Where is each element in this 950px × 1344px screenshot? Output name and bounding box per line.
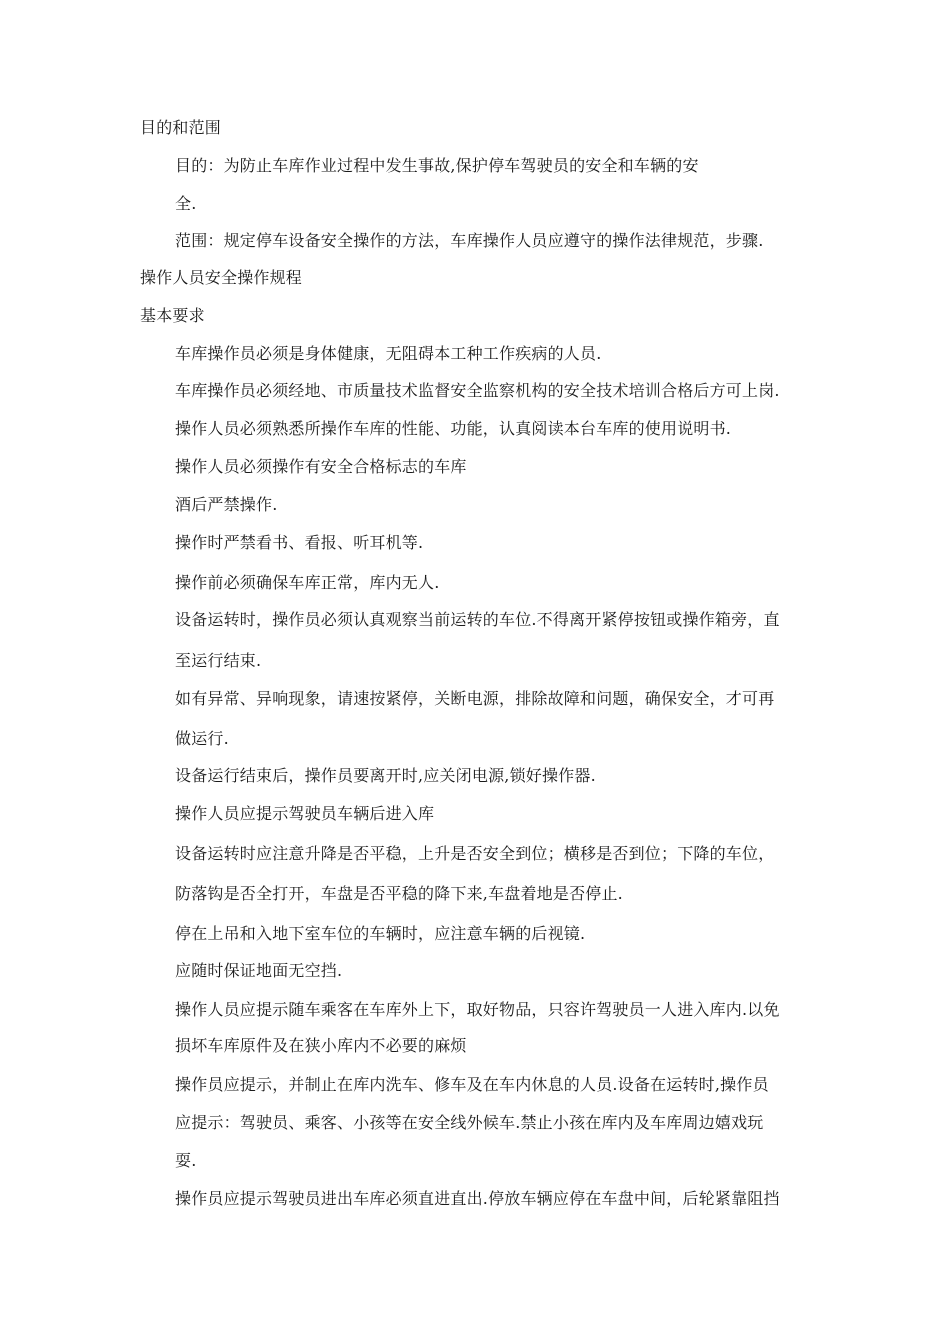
requirement-line: 操作人员应提示随车乘客在车库外上下，取好物品，只容许驾驶员一人进入库内.以免 <box>175 1000 780 1019</box>
requirement-line: 操作人员必须熟悉所操作车库的性能、功能，认真阅读本台车库的使用说明书. <box>175 419 732 438</box>
requirement-line: 设备运转时应注意升降是否平稳，上升是否安全到位；横移是否到位；下降的车位， <box>175 844 775 863</box>
requirement-line: 设备运行结束后，操作员要离开时,应关闭电源,锁好操作器. <box>175 766 596 785</box>
requirement-line: 停在上吊和入地下室车位的车辆时，应注意车辆的后视镜. <box>175 924 586 943</box>
purpose-text-line-2: 全. <box>175 194 197 213</box>
requirement-line: 操作员应提示，并制止在库内洗车、修车及在车内休息的人员.设备在运转时,操作员 <box>175 1075 769 1094</box>
requirement-line-continued: 防落钩是否全打开，车盘是否平稳的降下来,车盘着地是否停止. <box>175 884 623 903</box>
requirement-line: 酒后严禁操作. <box>175 495 278 514</box>
requirement-line: 如有异常、异响现象，请速按紧停，关断电源，排除故障和问题，确保安全，才可再 <box>175 689 775 708</box>
section-heading-rules: 操作人员安全操作规程 <box>140 268 303 287</box>
requirement-line: 操作人员应提示驾驶员车辆后进入库 <box>175 804 435 823</box>
requirement-line-continued: 损坏车库原件及在狭小库内不必要的麻烦 <box>175 1036 467 1055</box>
requirement-line: 操作前必须确保车库正常，库内无人. <box>175 573 440 592</box>
requirement-line-continued: 至运行结束. <box>175 651 262 670</box>
requirement-line: 设备运转时，操作员必须认真观察当前运转的车位.不得离开紧停按钮或操作箱旁，直 <box>175 610 780 629</box>
requirement-line: 操作员应提示驾驶员进出车库必须直进直出.停放车辆应停在车盘中间，后轮紧靠阻挡 <box>175 1189 780 1208</box>
scope-text: 范围：规定停车设备安全操作的方法，车库操作人员应遵守的操作法律规范，步骤. <box>175 231 764 250</box>
requirement-line-continued: 应提示：驾驶员、乘客、小孩等在安全线外候车.禁止小孩在库内及车库周边嬉戏玩 <box>175 1113 764 1132</box>
requirement-line: 车库操作员必须经地、市质量技术监督安全监察机构的安全技术培训合格后方可上岗. <box>175 381 780 400</box>
purpose-text-line-1: 目的：为防止车库作业过程中发生事故,保护停车驾驶员的安全和车辆的安 <box>175 156 699 175</box>
requirement-line: 操作时严禁看书、看报、听耳机等. <box>175 533 424 552</box>
requirement-line: 车库操作员必须是身体健康，无阻碍本工种工作疾病的人员. <box>175 344 602 363</box>
requirement-line-continued: 做运行. <box>175 729 229 748</box>
section-heading-basic: 基本要求 <box>140 306 205 325</box>
requirement-line: 操作人员必须操作有安全合格标志的车库 <box>175 457 467 476</box>
requirement-line: 应随时保证地面无空挡. <box>175 961 343 980</box>
section-heading-purpose-scope: 目的和范围 <box>140 118 222 137</box>
requirement-line-continued: 耍. <box>175 1151 197 1170</box>
